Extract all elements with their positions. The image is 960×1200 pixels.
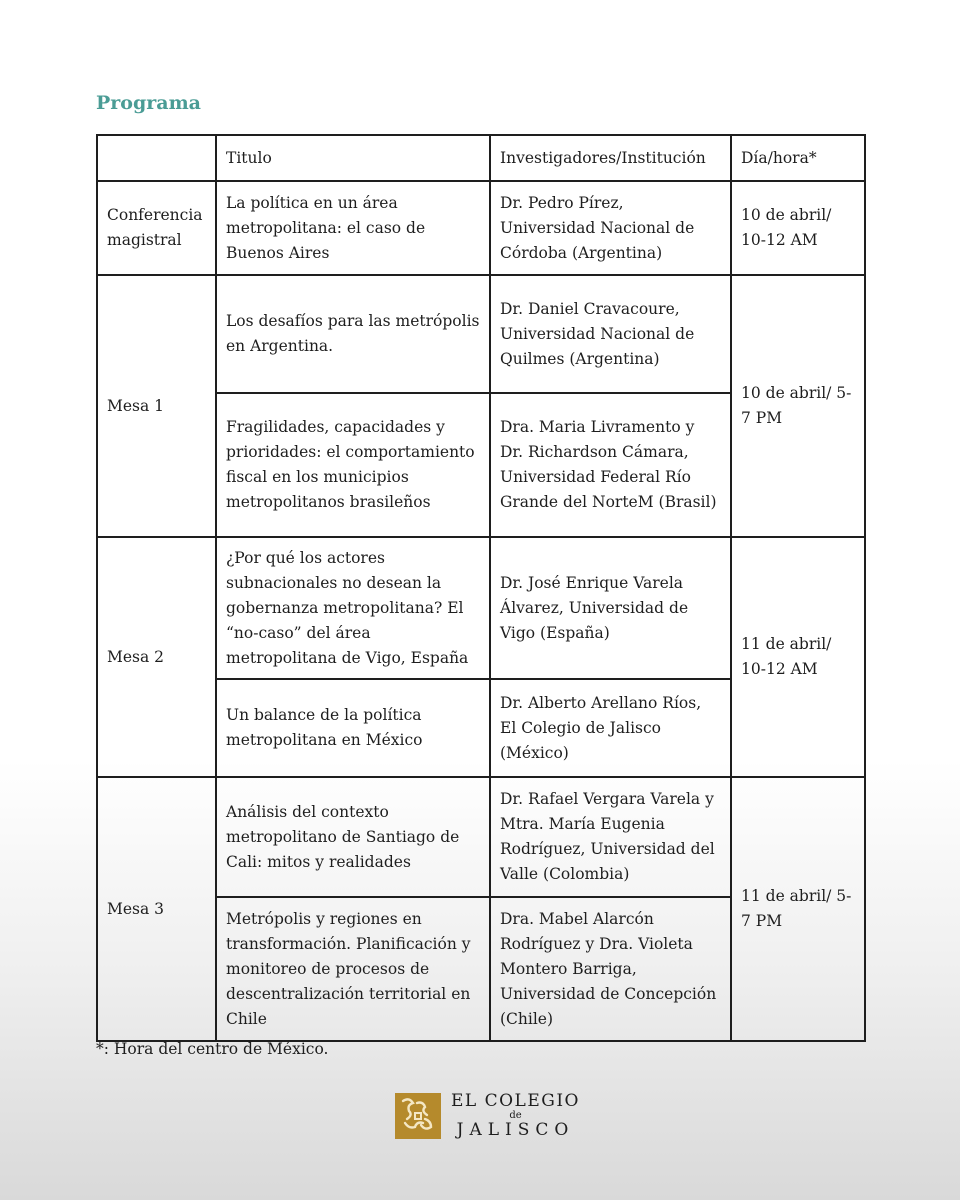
header-cell-datetime: Día/hora*: [731, 135, 865, 181]
footnote: *: Hora del centro de México.: [96, 1040, 329, 1058]
table-header-row: [97, 135, 865, 181]
talk-title: Un balance de la política metropolitana en México: [216, 679, 490, 777]
table-row: [97, 777, 865, 897]
talk-researchers: Dr. Daniel Cravacoure, Universidad Nacional de Quilmes (Argentina): [490, 275, 731, 393]
table-row: [97, 275, 865, 393]
talk-researchers: Dra. Maria Livramento y Dr. Richardson Cámara, Universidad Federal Río Grande del NorteM (Brasil): [490, 393, 731, 537]
header-cell-title: Titulo: [216, 135, 490, 181]
logo-line-1: EL COLEGIO: [451, 1091, 580, 1111]
session-label: Mesa 1: [97, 275, 216, 537]
table-row: [97, 181, 865, 275]
talk-title: La política en un área metropolitana: el caso de Buenos Aires: [216, 181, 490, 275]
colegio-logo: [395, 1093, 580, 1139]
session-datetime: 10 de abril/ 10-12 AM: [731, 181, 865, 275]
table-row: [97, 537, 865, 679]
talk-title: Los desafíos para las metrópolis en Argentina.: [216, 275, 490, 393]
page-title: Programa: [96, 92, 201, 114]
session-label: Conferencia magistral: [97, 181, 216, 275]
talk-researchers: Dra. Mabel Alarcón Rodríguez y Dra. Violeta Montero Barriga, Universidad de Concepción (Chile): [490, 897, 731, 1041]
talk-researchers: Dr. José Enrique Varela Álvarez, Universidad de Vigo (España): [490, 537, 731, 679]
talk-title: Metrópolis y regiones en transformación. Planificación y monitoreo de procesos de descentralización territorial en Chile: [216, 897, 490, 1041]
program-table: [96, 134, 866, 1042]
logo-wordmark: [451, 1093, 580, 1139]
session-datetime: 11 de abril/ 5-7 PM: [731, 777, 865, 1041]
logo-emblem-icon: [395, 1093, 441, 1139]
talk-title: Fragilidades, capacidades y prioridades: el comportamiento fiscal en los municipios metropolitanos brasileños: [216, 393, 490, 537]
header-cell-researchers: Investigadores/Institución: [490, 135, 731, 181]
logo-line-3: JALISCO: [456, 1120, 575, 1140]
talk-researchers: Dr. Pedro Pírez, Universidad Nacional de Córdoba (Argentina): [490, 181, 731, 275]
session-datetime: 10 de abril/ 5-7 PM: [731, 275, 865, 537]
header-cell-empty: [97, 135, 216, 181]
talk-title: ¿Por qué los actores subnacionales no desean la gobernanza metropolitana? El “no-caso” del área metropolitana de Vigo, España: [216, 537, 490, 679]
session-label: Mesa 3: [97, 777, 216, 1041]
talk-researchers: Dr. Rafael Vergara Varela y Mtra. María Eugenia Rodríguez, Universidad del Valle (Colombia): [490, 777, 731, 897]
logo-line-2: de: [509, 1110, 522, 1121]
talk-title: Análisis del contexto metropolitano de Santiago de Cali: mitos y realidades: [216, 777, 490, 897]
session-datetime: 11 de abril/ 10-12 AM: [731, 537, 865, 777]
talk-researchers: Dr. Alberto Arellano Ríos, El Colegio de Jalisco (México): [490, 679, 731, 777]
session-label: Mesa 2: [97, 537, 216, 777]
